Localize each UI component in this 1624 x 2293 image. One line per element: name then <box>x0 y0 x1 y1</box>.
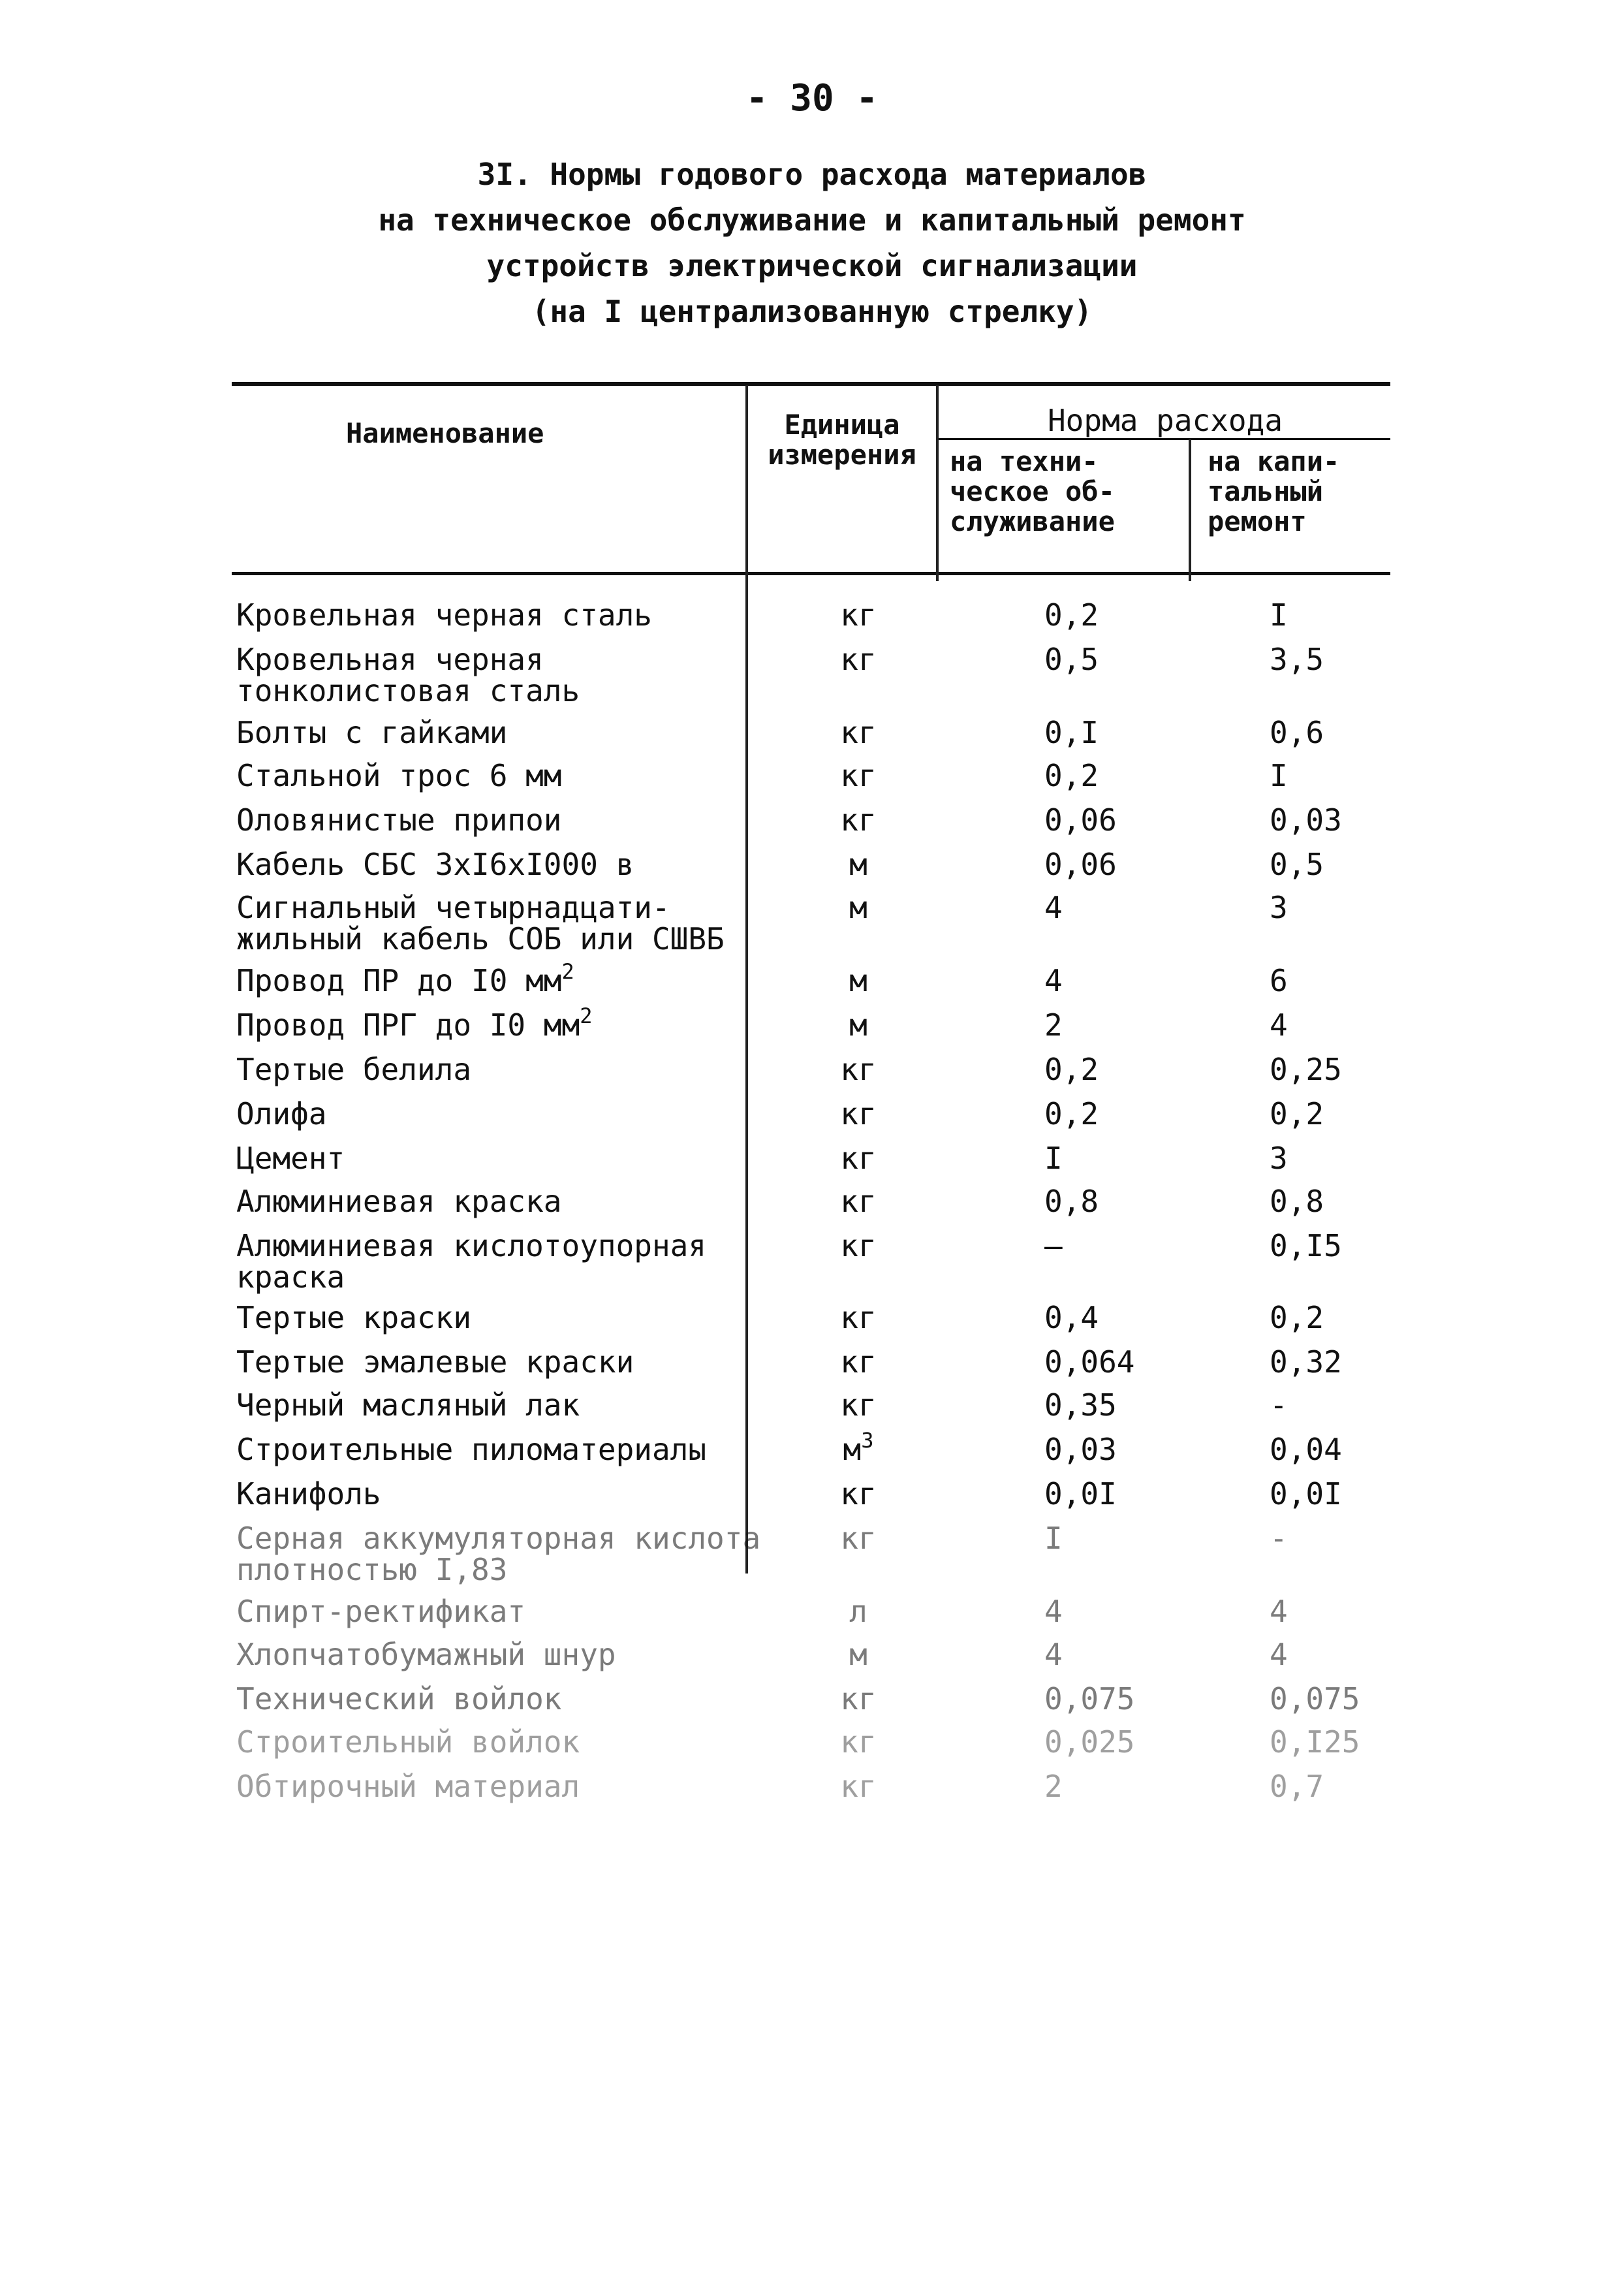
cell-name-text: Тертые эмалевые краски <box>236 1344 634 1380</box>
cell-name <box>236 1186 811 1217</box>
cell-unit <box>819 599 898 631</box>
superscript: 2 <box>561 959 574 984</box>
cell-unit-text: кг <box>840 715 877 750</box>
cell-name-text: Алюминиевая кислотоупорная краска <box>236 1228 707 1295</box>
cell-name-text: Хлопчатобумажный шнур <box>236 1637 616 1672</box>
superscript: 2 <box>580 1004 593 1028</box>
cell-name-text: Обтирочный материал <box>236 1769 580 1804</box>
table-top-rule <box>232 382 1390 386</box>
cell-name-text: Спирт-ректификат <box>236 1594 526 1629</box>
cell-name <box>236 1346 811 1378</box>
cell-maintenance: 2 <box>1044 1769 1063 1804</box>
cell-name-text: Канифоль <box>236 1476 381 1511</box>
cell-maintenance: 0,025 <box>1044 1724 1135 1760</box>
cell-unit <box>819 1478 898 1510</box>
table-header-bottom-rule <box>232 572 1390 575</box>
cell-unit-text: кг <box>840 1184 877 1219</box>
cell-name-text: Строительные пиломатериалы <box>236 1432 707 1467</box>
cell-name <box>236 1434 811 1465</box>
cell-name-text: Кровельная черная тонколистовая сталь <box>236 642 580 708</box>
header-unit: Единица измерения <box>768 409 916 471</box>
cell-capital-repair: 0,I25 <box>1270 1724 1360 1760</box>
cell-name <box>236 892 811 955</box>
cell-unit <box>819 1596 898 1627</box>
cell-capital-repair: 0,6 <box>1270 715 1324 750</box>
cell-capital-repair: 0,04 <box>1270 1432 1342 1467</box>
cell-unit-text: м <box>849 890 867 925</box>
cell-name <box>236 1054 811 1085</box>
cell-capital-repair: 0,2 <box>1270 1096 1324 1131</box>
cell-unit-text: кг <box>840 1769 877 1804</box>
cell-name-text: Провод ПР до I0 мм <box>236 963 562 998</box>
document-title <box>0 151 1624 334</box>
cell-capital-repair: 0,I5 <box>1270 1228 1342 1263</box>
cell-unit-text: кг <box>840 1681 877 1716</box>
cell-maintenance: 0,2 <box>1044 597 1099 633</box>
cell-maintenance: — <box>1044 1228 1063 1263</box>
cell-name <box>236 1771 811 1802</box>
cell-name <box>236 1683 811 1715</box>
cell-maintenance: 0,03 <box>1044 1432 1117 1467</box>
cell-name-text: Тертые белила <box>236 1052 472 1087</box>
cell-name <box>236 760 811 791</box>
cell-unit <box>819 1428 898 1467</box>
cell-unit-text: кг <box>840 1476 877 1511</box>
cell-name <box>236 1230 811 1293</box>
cell-capital-repair: 0,075 <box>1270 1681 1360 1716</box>
cell-unit <box>819 717 898 748</box>
cell-unit <box>819 1346 898 1378</box>
cell-maintenance: 0,2 <box>1044 1052 1099 1087</box>
cell-capital-repair: - <box>1270 1521 1288 1556</box>
cell-maintenance: 0,2 <box>1044 1096 1099 1131</box>
cell-maintenance: 0,075 <box>1044 1681 1135 1716</box>
header-name: Наименование <box>346 417 544 449</box>
cell-unit <box>819 804 898 836</box>
cell-name <box>236 599 811 631</box>
cell-maintenance: 0,06 <box>1044 802 1117 838</box>
title-line-1: 3I. Нормы годового расхода материалов <box>477 157 1147 192</box>
cell-capital-repair: 4 <box>1270 1594 1288 1629</box>
cell-maintenance: 0,2 <box>1044 758 1099 793</box>
cell-name <box>236 1596 811 1627</box>
cell-maintenance: 0,4 <box>1044 1300 1099 1335</box>
cell-capital-repair: 0,5 <box>1270 847 1324 882</box>
cell-name <box>236 959 811 998</box>
cell-name <box>236 1726 811 1758</box>
cell-name <box>236 1523 811 1585</box>
cell-capital-repair: 0,03 <box>1270 802 1342 838</box>
cell-name-text: Черный масляный лак <box>236 1387 580 1423</box>
cell-unit-text: кг <box>840 642 877 677</box>
cell-name-text: Сигнальный четырнадцати- жильный кабель СОБ или СШВБ <box>236 890 725 957</box>
cell-name-text: Технический войлок <box>236 1681 562 1716</box>
cell-name <box>236 644 811 706</box>
cell-unit-text: м <box>843 1432 862 1467</box>
cell-unit <box>819 1054 898 1085</box>
cell-unit-text: кг <box>840 1228 877 1263</box>
cell-name <box>236 1302 811 1333</box>
cell-unit-text: кг <box>840 1052 877 1087</box>
title-line-4: (на I централизованную стрелку) <box>531 294 1093 329</box>
cell-maintenance: 0,5 <box>1044 642 1099 677</box>
cell-unit-text: кг <box>840 1096 877 1131</box>
cell-name <box>236 849 811 880</box>
cell-capital-repair: 0,2 <box>1270 1300 1324 1335</box>
cell-unit-text: кг <box>840 758 877 793</box>
cell-capital-repair: 0,32 <box>1270 1344 1342 1380</box>
title-line-3: устройств электрической сигнализации <box>486 248 1138 283</box>
superscript: 3 <box>861 1428 874 1453</box>
column-divider-to-cap <box>1189 439 1191 581</box>
cell-name <box>236 1098 811 1130</box>
column-divider-unit-norm <box>936 385 939 581</box>
cell-unit-text: м <box>849 1007 867 1043</box>
cell-maintenance: I <box>1044 1521 1063 1556</box>
cell-maintenance: 0,0I <box>1044 1476 1117 1511</box>
cell-name <box>236 1639 811 1670</box>
cell-capital-repair: 3 <box>1270 890 1288 925</box>
cell-capital-repair: 0,8 <box>1270 1184 1324 1219</box>
cell-name <box>236 1389 811 1421</box>
cell-unit <box>819 892 898 923</box>
cell-unit-text: кг <box>840 597 877 633</box>
cell-unit-text: м <box>849 847 867 882</box>
cell-maintenance: 0,35 <box>1044 1387 1117 1423</box>
cell-unit <box>819 849 898 880</box>
cell-unit-text: кг <box>840 1724 877 1760</box>
cell-name-text: Оловянистые припои <box>236 802 562 838</box>
cell-name <box>236 1478 811 1510</box>
cell-unit-text: л <box>849 1594 867 1629</box>
cell-unit-text: м <box>849 963 867 998</box>
cell-unit <box>819 1009 898 1041</box>
norm-subheader-rule <box>937 438 1390 440</box>
cell-unit-text: кг <box>840 1141 877 1176</box>
cell-capital-repair: 0,0I <box>1270 1476 1342 1511</box>
cell-unit-text: кг <box>840 1344 877 1380</box>
cell-unit-text: кг <box>840 1300 877 1335</box>
cell-unit <box>819 760 898 791</box>
cell-name-text: Кровельная черная сталь <box>236 597 652 633</box>
cell-name-text: Цемент <box>236 1141 345 1176</box>
cell-maintenance: 0,064 <box>1044 1344 1135 1380</box>
cell-name-text: Болты с гайками <box>236 715 508 750</box>
cell-unit <box>819 1523 898 1554</box>
title-line-2: на техническое обслуживание и капитальный ремонт <box>378 202 1246 238</box>
cell-name <box>236 1004 811 1043</box>
cell-maintenance: 4 <box>1044 890 1063 925</box>
cell-name-text: Тертые краски <box>236 1300 472 1335</box>
cell-unit-text: кг <box>840 1387 877 1423</box>
cell-unit-text: кг <box>840 1521 877 1556</box>
cell-capital-repair: 4 <box>1270 1637 1288 1672</box>
cell-name-text: Олифа <box>236 1096 327 1131</box>
page-number: - 30 - <box>745 77 879 119</box>
header-capital-repair: на капи- тальный ремонт <box>1208 445 1340 537</box>
cell-capital-repair: I <box>1270 597 1288 633</box>
cell-capital-repair: 6 <box>1270 963 1288 998</box>
cell-name-text: Серная аккумуляторная кислота плотностью I,83 <box>236 1521 761 1587</box>
cell-unit <box>819 1683 898 1715</box>
cell-unit <box>819 1771 898 1802</box>
cell-unit-text: м <box>849 1637 867 1672</box>
cell-name-text: Провод ПРГ до I0 мм <box>236 1007 580 1043</box>
cell-maintenance: 0,06 <box>1044 847 1117 882</box>
cell-unit <box>819 965 898 996</box>
cell-maintenance: 0,I <box>1044 715 1099 750</box>
cell-capital-repair: I <box>1270 758 1288 793</box>
cell-unit <box>819 1143 898 1174</box>
cell-unit <box>819 1230 898 1261</box>
cell-unit <box>819 1186 898 1217</box>
cell-name-text: Кабель СБС 3хI6хI000 в <box>236 847 634 882</box>
cell-capital-repair: 0,25 <box>1270 1052 1342 1087</box>
cell-name <box>236 1143 811 1174</box>
cell-unit <box>819 1302 898 1333</box>
cell-capital-repair: - <box>1270 1387 1288 1423</box>
cell-maintenance: 4 <box>1044 963 1063 998</box>
cell-name-text: Строительный войлок <box>236 1724 580 1760</box>
cell-maintenance: 4 <box>1044 1637 1063 1672</box>
cell-name-text: Алюминиевая краска <box>236 1184 562 1219</box>
cell-capital-repair: 3 <box>1270 1141 1288 1176</box>
cell-maintenance: I <box>1044 1141 1063 1176</box>
cell-name-text: Стальной трос 6 мм <box>236 758 562 793</box>
cell-unit <box>819 1098 898 1130</box>
cell-capital-repair: 3,5 <box>1270 642 1324 677</box>
cell-maintenance: 2 <box>1044 1007 1063 1043</box>
cell-maintenance: 4 <box>1044 1594 1063 1629</box>
cell-unit <box>819 1639 898 1670</box>
cell-unit <box>819 1726 898 1758</box>
cell-unit <box>819 1389 898 1421</box>
header-maintenance: на техни- ческое об- служивание <box>950 445 1115 537</box>
cell-name <box>236 804 811 836</box>
cell-maintenance: 0,8 <box>1044 1184 1099 1219</box>
cell-name <box>236 717 811 748</box>
cell-capital-repair: 4 <box>1270 1007 1288 1043</box>
cell-capital-repair: 0,7 <box>1270 1769 1324 1804</box>
cell-unit <box>819 644 898 675</box>
cell-unit-text: кг <box>840 802 877 838</box>
header-norm: Норма расхода <box>1047 403 1283 438</box>
